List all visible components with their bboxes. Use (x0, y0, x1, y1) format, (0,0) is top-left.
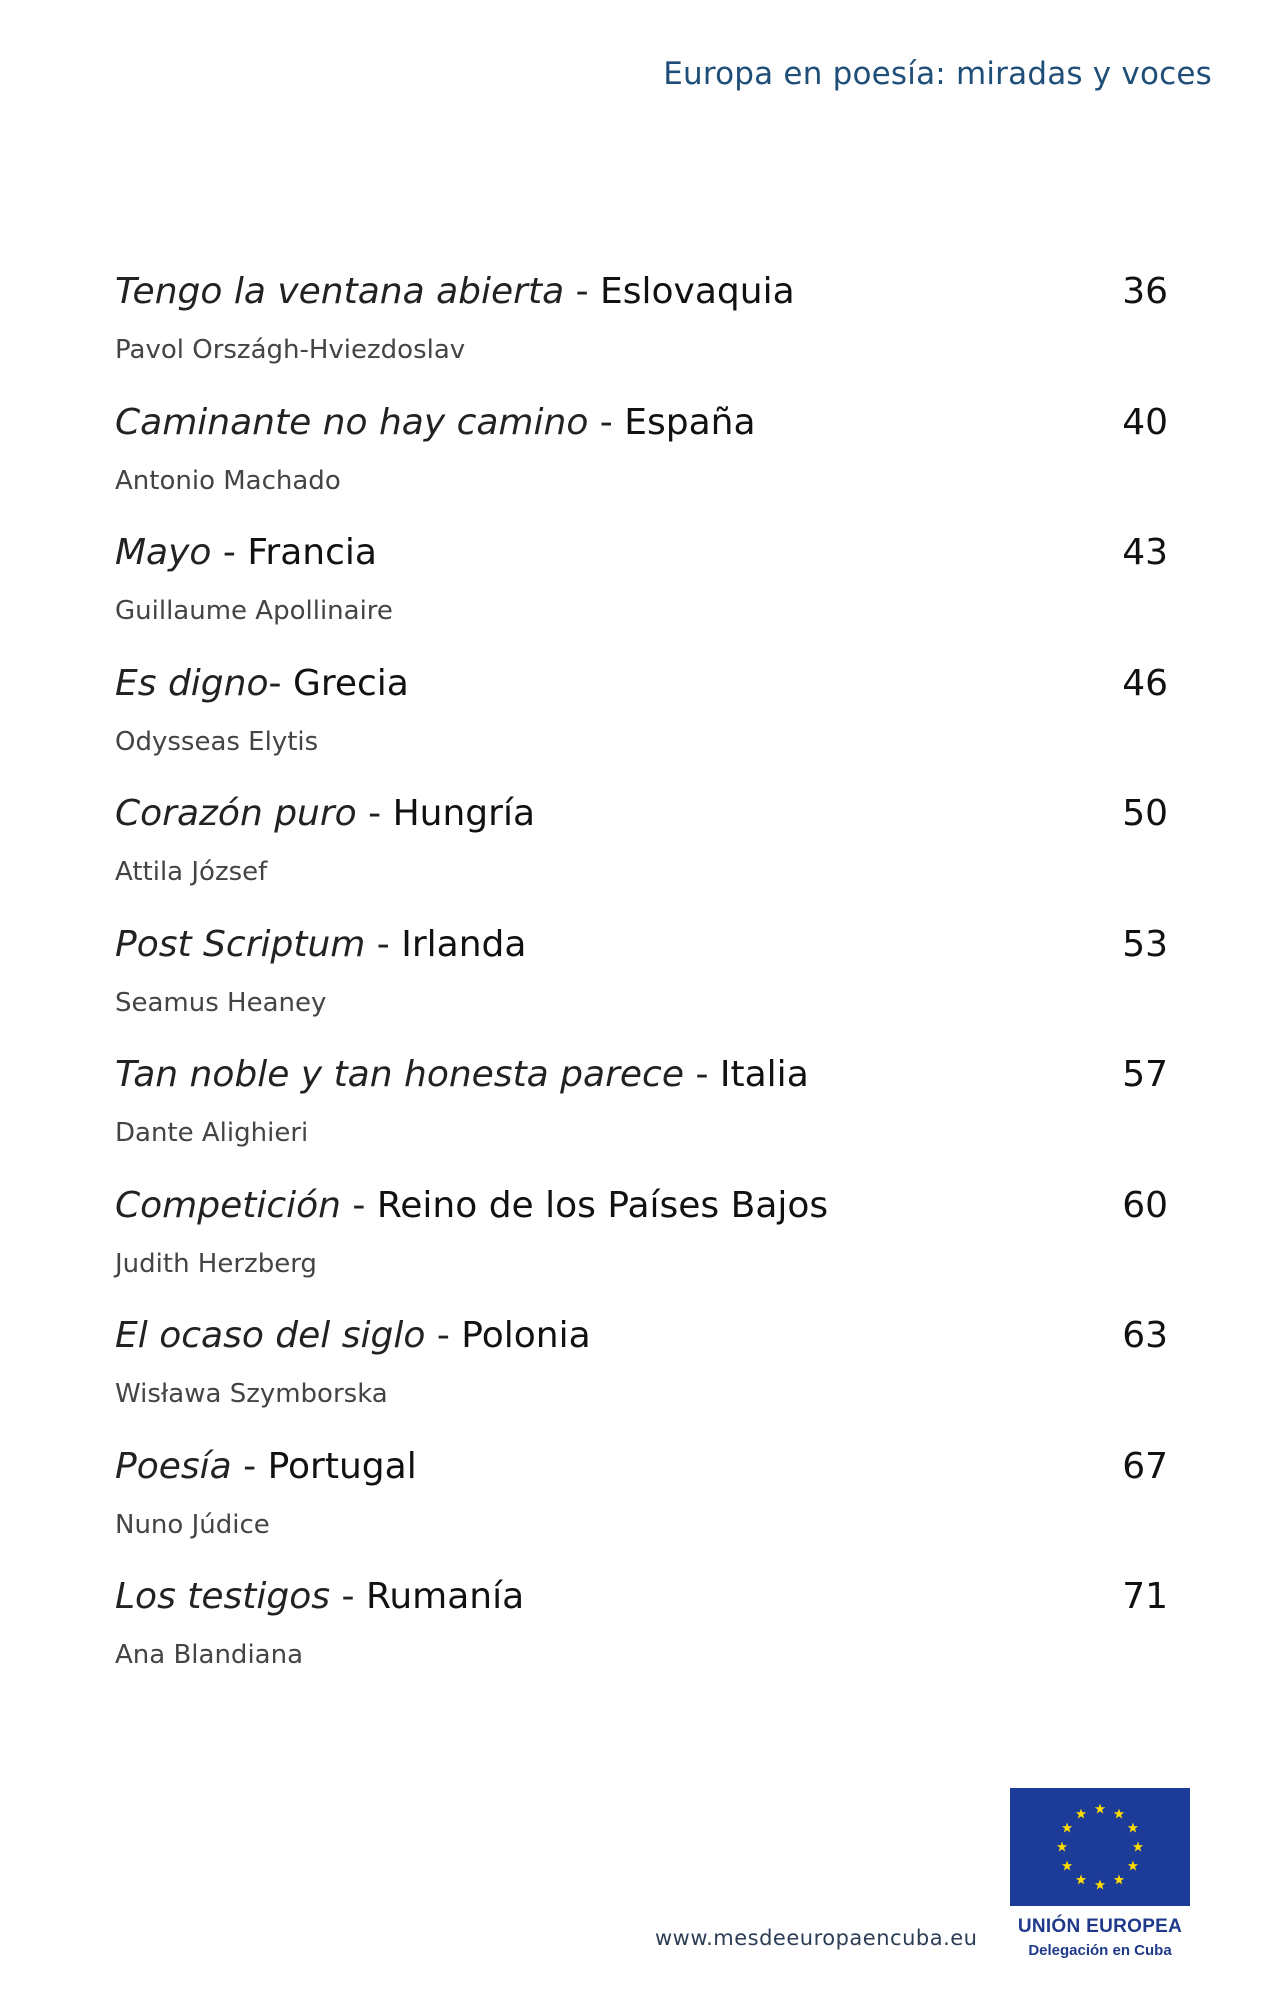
toc-entry[interactable] (115, 262, 1171, 393)
poem-title: Tan noble y tan honesta parece (115, 1054, 684, 1095)
separator: - (564, 271, 601, 312)
country-name: Portugal (267, 1445, 417, 1487)
poem-title: El ocaso del siglo (115, 1315, 426, 1356)
poem-title: Corazón puro (115, 793, 357, 834)
country-name: Polonia (461, 1315, 591, 1356)
document-title: Europa en poesía: miradas y voces (663, 56, 1212, 92)
author-name: Pavol Országh-Hviezdoslav (115, 335, 466, 365)
author-name: Attila József (115, 857, 268, 887)
page-number: 46 (1122, 662, 1168, 704)
poem-title: Mayo (115, 532, 212, 573)
page-number: 67 (1122, 1445, 1168, 1487)
author-name: Judith Herzberg (115, 1248, 317, 1279)
separator: - (356, 793, 393, 834)
separator: - (330, 1576, 366, 1617)
author-name: Dante Alighieri (115, 1118, 309, 1148)
toc-entry[interactable] (115, 784, 1171, 915)
author-name: Odysseas Elytis (115, 726, 319, 757)
poem-title: Tengo la ventana abierta (115, 271, 565, 312)
country-name: Italia (719, 1054, 809, 1095)
page-number: 71 (1122, 1576, 1168, 1617)
separator: - (365, 923, 402, 965)
toc-entry[interactable] (115, 1437, 1171, 1568)
page-number: 36 (1122, 271, 1168, 312)
toc-entry[interactable] (115, 1176, 1171, 1307)
separator: - (588, 401, 625, 443)
separator: - (231, 1445, 268, 1487)
country-name: España (624, 401, 756, 443)
toc-entry[interactable] (115, 523, 1171, 654)
page-number: 40 (1122, 401, 1168, 443)
toc-entry[interactable] (115, 1045, 1171, 1176)
country-name: Rumanía (365, 1576, 525, 1617)
separator: - (425, 1315, 462, 1356)
poem-title: Competición (115, 1184, 341, 1226)
author-name: Ana Blandiana (115, 1640, 304, 1670)
eu-name: UNIÓN EUROPEA (1017, 1916, 1183, 1937)
separator: - (684, 1054, 720, 1095)
toc-entry[interactable] (115, 1567, 1171, 1698)
country-name: Hungría (392, 793, 536, 834)
toc-entry[interactable] (115, 915, 1171, 1046)
poem-title: Poesía (115, 1445, 232, 1487)
eu-delegation: Delegación en Cuba (1028, 1942, 1172, 1959)
author-name: Seamus Heaney (115, 987, 327, 1018)
table-of-contents (115, 262, 1171, 1698)
poem-title: Post Scriptum (115, 923, 366, 965)
toc-entry[interactable] (115, 393, 1171, 524)
toc-entry[interactable] (115, 1306, 1171, 1437)
country-name: Irlanda (401, 923, 527, 965)
page-number: 57 (1122, 1054, 1168, 1095)
author-name: Guillaume Apollinaire (115, 596, 393, 626)
separator: - (340, 1184, 377, 1226)
page-number: 63 (1122, 1315, 1168, 1356)
author-name: Wisława Szymborska (115, 1379, 388, 1409)
author-name: Antonio Machado (115, 465, 341, 496)
toc-entry[interactable] (115, 654, 1171, 785)
separator: - (268, 662, 293, 704)
eu-flag-icon (1010, 1788, 1190, 1906)
page-number: 43 (1122, 532, 1168, 573)
author-name: Nuno Júdice (115, 1509, 270, 1540)
country-name: Grecia (292, 662, 409, 704)
country-name: Reino de los Países Bajos (376, 1184, 829, 1226)
country-name: Eslovaquia (600, 271, 795, 312)
separator: - (211, 532, 248, 573)
website-link[interactable]: www.mesdeeuropaencuba.eu (655, 1926, 978, 1950)
page-number: 50 (1122, 793, 1168, 834)
page-number: 53 (1122, 923, 1168, 965)
country-name: Francia (247, 532, 377, 573)
eu-logo (1010, 1788, 1190, 1959)
poem-title: Los testigos (115, 1576, 331, 1617)
poem-title: Caminante no hay camino (115, 401, 589, 443)
poem-title: Es digno (115, 662, 269, 704)
page-number: 60 (1122, 1184, 1168, 1226)
